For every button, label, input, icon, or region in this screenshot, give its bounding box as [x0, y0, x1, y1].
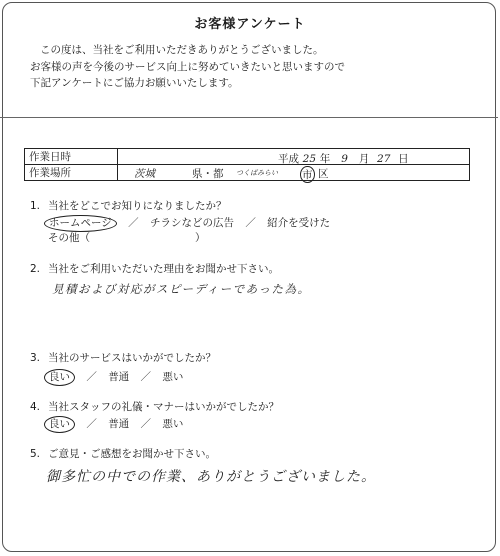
- place-city-value: つくばみらい: [236, 169, 278, 177]
- year-unit: 年: [319, 153, 331, 165]
- option-separator: ／: [245, 217, 256, 229]
- option-separator: ／: [128, 217, 139, 229]
- intro-line: 下記アンケートにご協力お願いいたします。: [30, 77, 239, 89]
- option-separator: ／: [140, 371, 152, 383]
- option-referral[interactable]: 紹介を受けた: [267, 217, 331, 229]
- place-prefecture-value: 茨城: [134, 168, 155, 180]
- option-good-selected[interactable]: 良い: [44, 369, 75, 386]
- option-bad[interactable]: 悪い: [162, 418, 184, 430]
- survey-title: お客様アンケート: [194, 17, 306, 32]
- intro-line: この度は、当社をご利用いただきありがとうございました。: [40, 44, 324, 56]
- question-number: 2.: [30, 263, 41, 275]
- city-unit-circled: 市: [300, 166, 315, 183]
- option-homepage-selected[interactable]: ホームページ: [44, 215, 117, 232]
- day-unit: 日: [398, 153, 409, 165]
- month-unit: 月: [358, 153, 370, 165]
- date-era: 平成: [278, 153, 299, 165]
- date-year-value: 25: [302, 153, 317, 165]
- question-5-handwritten-answer[interactable]: 御多忙の中での作業、ありがとうございました。: [46, 469, 376, 485]
- work-place-label: 作業場所: [25, 165, 118, 181]
- option-separator: ／: [86, 418, 97, 430]
- ward-unit: 区: [318, 168, 329, 180]
- question-number: 1.: [30, 200, 41, 212]
- work-date-label: 作業日時: [25, 149, 118, 165]
- option-good-selected[interactable]: 良い: [44, 416, 75, 433]
- work-place-field[interactable]: [118, 165, 470, 181]
- question-options: [48, 215, 330, 232]
- question-number: 5.: [30, 448, 41, 460]
- option-normal[interactable]: 普通: [108, 418, 130, 430]
- question-number: 4.: [30, 401, 41, 413]
- intro-text: [30, 42, 470, 92]
- question-text: 当社をどこでお知りになりましたか？: [48, 200, 227, 212]
- question-options: [48, 369, 183, 386]
- option-separator: ／: [140, 418, 152, 430]
- option-other[interactable]: その他（ ）: [48, 232, 206, 244]
- question-text: 当社スタッフの礼儀・マナーはいかがでしたか？: [48, 401, 279, 413]
- question-2-handwritten-answer[interactable]: 見積および対応がスピーディーであった為。: [52, 282, 311, 296]
- question-options: [48, 416, 183, 433]
- question-3: [30, 351, 470, 385]
- work-date-field[interactable]: [118, 149, 470, 165]
- work-date-row: [25, 149, 470, 165]
- question-4: [30, 400, 470, 434]
- question-5: [30, 447, 470, 467]
- intro-line: お客様の声を今後のサービス向上に努めていきたいと思いますので: [30, 60, 345, 73]
- date-day-value: 27: [377, 153, 391, 165]
- option-separator: ／: [86, 371, 97, 383]
- question-text: 当社のサービスはいかがでしたか？: [48, 352, 216, 364]
- work-place-row: [25, 165, 470, 181]
- question-1: [30, 199, 470, 249]
- option-flyer[interactable]: チラシなどの広告: [149, 217, 234, 229]
- question-text: ご意見・ご感想をお聞かせ下さい。: [48, 448, 216, 460]
- question-text: 当社をご利用いただいた理由をお聞かせ下さい。: [48, 263, 279, 275]
- date-month-value: 9: [341, 153, 348, 165]
- prefecture-unit: 県・都: [192, 168, 224, 180]
- question-number: 3.: [30, 352, 41, 364]
- option-normal[interactable]: 普通: [108, 371, 130, 383]
- work-info-table: [24, 148, 470, 181]
- option-bad[interactable]: 悪い: [162, 371, 184, 383]
- section-divider: [0, 117, 498, 118]
